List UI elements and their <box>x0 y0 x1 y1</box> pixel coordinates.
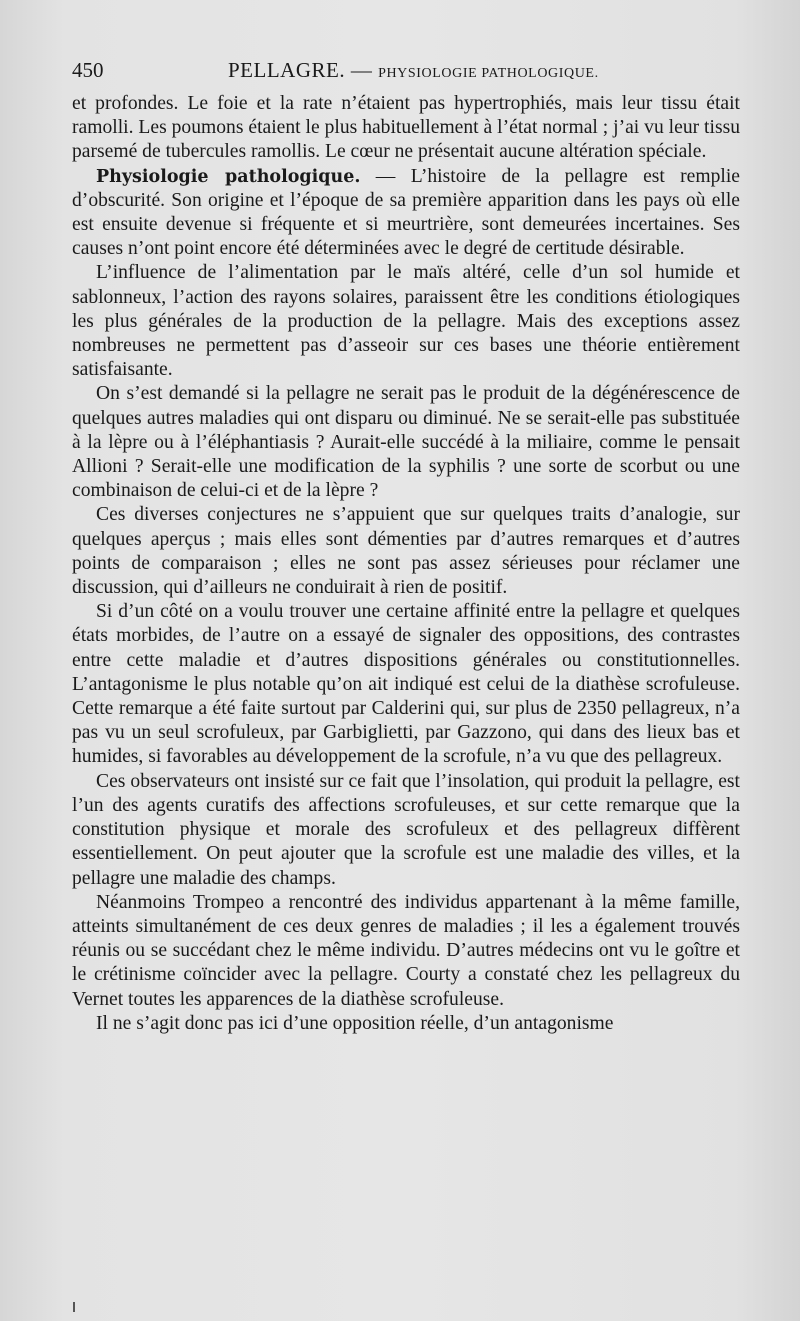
paragraph: L’influence de l’alimentation par le maïs altéré, celle d’un sol humide et sablonneux, l’action des rayons solaires, paraissent être les conditions étiologiques les plus générales de la production de la pellagre. Mais des exceptions assez nombreuses ne permettent pas d’asseoir sur ces bases une théorie entièrement satisfaisante. <box>72 262 740 381</box>
page-header <box>72 58 742 88</box>
paragraph: Si d’un côté on a voulu trouver une certaine affinité entre la pellagre et quelques états morbides, de l’autre on a essayé de signaler des oppositions, des contrastes entre cette maladie et d’autres dispositions générales ou constitutionnelles. L’antagonisme le plus notable qu’on ait indiqué est celui de la diathèse scrofuleuse. Cette remarque a été faite surtout par Calderini qui, sur plus de 2350 pellagreux, n’a pas vu un seul scrofuleux, par Garbiglietti, par Gazzono, qui dans des lieux bas et humides, si favorables au développement de la scrofule, n’a vu que des pellagreux. <box>72 601 740 768</box>
running-head-subtitle: PHYSIOLOGIE PATHOLOGIQUE. <box>378 66 599 81</box>
paragraph-continued: et profondes. Le foie et la rate n’étaient pas hypertrophiés, mais leur tissu était ramolli. Les poumons étaient le plus habituellement à l’état normal ; j’ai vu leur tissu parsemé de tubercules ramollis. Le cœur ne présentait aucune altération spéciale. <box>72 93 740 163</box>
page-number: 450 <box>72 58 104 82</box>
section-first-paragraph: L’histoire de la pellagre est remplie d’obscurité. Son origine et l’époque de sa première apparition dans les pays où elle est ensuite devenue si fréquente et si meurtrière, sont demeurées incertaines. Ses causes n’ont point encore été déterminées avec le degré de certitude désirable. <box>72 165 740 260</box>
section-title: Physiologie pathologique. <box>96 166 361 187</box>
running-head <box>228 58 599 83</box>
paragraph-truncated: Il ne s’agit donc pas ici d’une opposition réelle, d’un antagonisme <box>96 1012 614 1034</box>
running-head-separator: — <box>350 58 373 82</box>
margin-mark <box>73 1302 75 1312</box>
paragraph: Ces observateurs ont insisté sur ce fait que l’insolation, qui produit la pellagre, est l’un des agents curatifs des affections scrofuleuses, et sur cette remarque que la constitution physique et morale des scrofuleux et des pellagreux diffèrent essentiellement. On peut ajouter que la scrofule est une maladie des villes, et la pellagre une maladie des champs. <box>72 770 740 889</box>
paragraph: On s’est demandé si la pellagre ne serait pas le produit de la dégénérescence de quelques autres maladies qui ont disparu ou diminué. Ne se serait-elle pas substituée à la lèpre ou à l’éléphantiasis ? Aurait-elle succédé à la miliaire, comme le pensait Allioni ? Serait-elle une modification de la syphilis ? une sorte de scorbut ou une combinaison de celui-ci et de la lèpre ? <box>72 383 740 502</box>
section-dash: — <box>375 165 396 187</box>
running-head-title: PELLAGRE. <box>228 58 346 82</box>
paragraph-section-start <box>72 165 740 262</box>
paragraph: Ces diverses conjectures ne s’appuient que sur quelques traits d’analogie, sur quelques aperçus ; mais elles sont démenties par d’autres remarques et d’autres points de comparaison ; elles ne sont pas assez sérieuses pour réclamer une discussion, qui d’ailleurs ne conduirait à rien de positif. <box>72 504 740 599</box>
paragraph: Néanmoins Trompeo a rencontré des individus appartenant à la même famille, atteints simultanément de ces deux genres de maladies ; il les a également trouvés réunis ou se succédant chez le même individu. D’autres médecins ont vu le goître et le crétinisme coïncider avec la pellagre. Courty a constaté chez les pellagreux du Vernet toutes les apparences de la diathèse scrofuleuse. <box>72 891 740 1010</box>
page-body <box>72 92 740 1036</box>
